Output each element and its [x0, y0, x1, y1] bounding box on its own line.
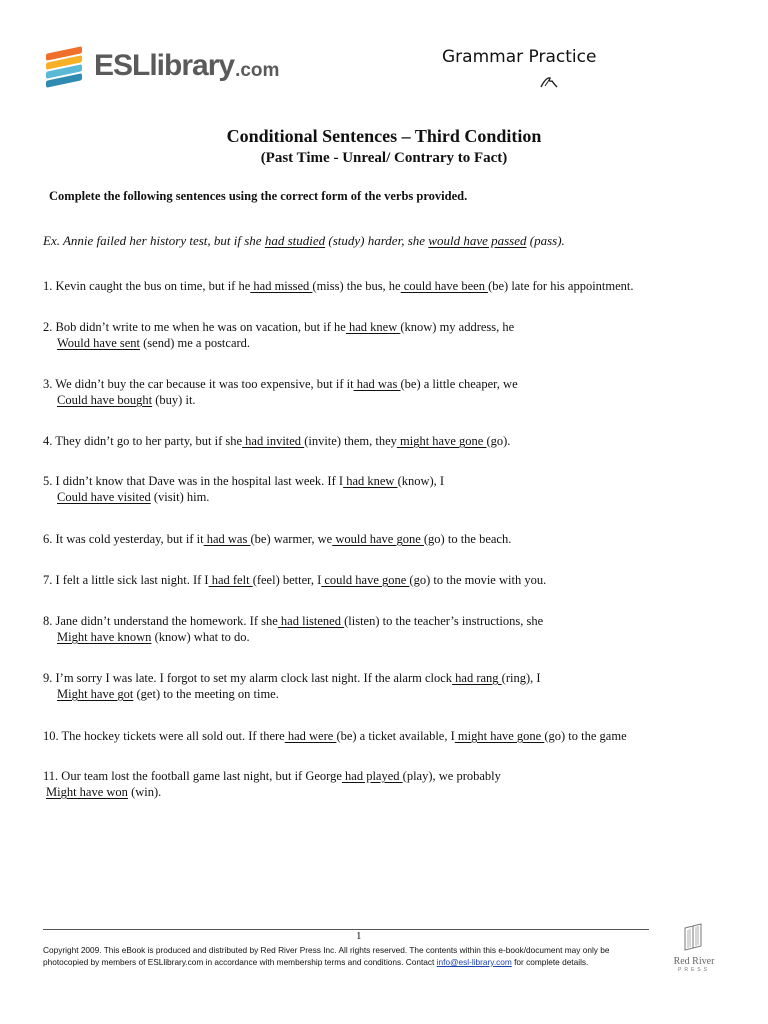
exercise-item-3: [43, 376, 518, 408]
item-text: (know) my address, he: [400, 320, 515, 334]
publisher-name: Red River: [673, 956, 715, 967]
exercise-item-8: [43, 613, 543, 645]
item-answer: had invited: [242, 434, 305, 448]
example-sentence: [43, 233, 565, 249]
quill-decoration-icon: [540, 76, 558, 88]
open-book-icon: [679, 922, 709, 952]
item-answer: could have been: [400, 279, 489, 293]
item-answer: had felt: [208, 573, 253, 587]
item-text: (win).: [127, 785, 162, 799]
footer-divider: [43, 929, 649, 930]
item-text: 1. Kevin caught the bus on time, but if he: [43, 279, 251, 293]
item-text: 11. Our team lost the football game last night, but if George: [43, 769, 342, 783]
item-text: (go).: [486, 434, 511, 448]
example-text-1: Ex. Annie failed her history test, but if she: [43, 233, 265, 248]
page-number: 1: [356, 930, 362, 942]
item-text: (listen) to the teacher’s instructions, she: [344, 614, 544, 628]
item-text: 10. The hockey tickets were all sold out. If there: [43, 729, 285, 743]
publisher-sub: PRESS: [678, 967, 710, 973]
contact-email-link[interactable]: info@esl-library.com: [436, 957, 512, 967]
item-text: 3. We didn’t buy the car because it was too expensive, but if it: [43, 377, 354, 391]
item-text: (go) to the game: [544, 729, 627, 743]
copyright-text: Copyright 2009. This eBook is produced and distributed by Red River Press Inc. All rights reserved. The contents within this e-book/document may only be photocopied by members of ESLlibrary.com in accordance with membership terms and conditions. Contact: [43, 945, 610, 967]
item-answer: Might have won: [46, 785, 128, 799]
page-title: Conditional Sentences – Third Condition: [226, 126, 542, 146]
item-text: 6. It was cold yesterday, but if it: [43, 532, 204, 546]
item-text: (be) late for his appointment.: [488, 279, 634, 293]
item-answer: had rang: [452, 671, 502, 685]
books-logo-icon: [44, 44, 88, 88]
exercise-item-2: [43, 319, 514, 351]
exercise-item-9: [43, 670, 541, 702]
example-answer-1: had studied: [264, 233, 326, 248]
logo-text: ESLlibrary: [94, 49, 235, 82]
item-text: 4. They didn’t go to her party, but if she: [43, 434, 243, 448]
item-answer: Could have visited: [57, 490, 151, 504]
item-text: (know), I: [397, 474, 445, 488]
item-answer: had knew: [343, 474, 398, 488]
copyright-notice: [43, 944, 653, 968]
item-answer: would have gone: [332, 532, 424, 546]
item-text: (go) to the movie with you.: [409, 573, 547, 587]
item-answer: had was: [353, 377, 401, 391]
item-text: (visit) him.: [150, 490, 210, 504]
exercise-item-4: [43, 433, 510, 449]
exercise-item-11: [43, 768, 501, 800]
exercise-item-10: [43, 728, 627, 744]
item-text: (ring), I: [501, 671, 541, 685]
item-text: 8. Jane didn’t understand the homework. If she: [43, 614, 278, 628]
item-answer: Could have bought: [57, 393, 153, 407]
title-block: [0, 125, 768, 168]
item-answer: Might have got: [57, 687, 134, 701]
item-text: (send) me a postcard.: [140, 336, 251, 350]
red-river-press-logo: [666, 922, 722, 976]
exercise-item-5: [43, 473, 444, 505]
section-label: Grammar Practice: [442, 47, 597, 67]
item-answer: had was: [203, 532, 251, 546]
copyright-text-end: for complete details.: [511, 957, 589, 967]
item-text: (be) a ticket available, I: [336, 729, 455, 743]
item-text: (know) what to do.: [151, 630, 250, 644]
item-text: (go) to the beach.: [423, 532, 512, 546]
item-text: (be) warmer, we: [250, 532, 333, 546]
item-text: 9. I’m sorry I was late. I forgot to set my alarm clock last night. If the alarm clock: [43, 671, 453, 685]
exercise-item-1: [43, 278, 634, 294]
item-answer: might have gone: [396, 434, 487, 448]
item-answer: had were: [284, 729, 337, 743]
item-answer: might have gone: [454, 729, 545, 743]
page-subtitle: (Past Time - Unreal/ Contrary to Fact): [260, 150, 508, 166]
item-answer: had listened: [277, 614, 345, 628]
logo-suffix: .com: [235, 60, 280, 81]
instructions: Complete the following sentences using the correct form of the verbs provided.: [49, 189, 468, 203]
item-text: 7. I felt a little sick last night. If I: [43, 573, 209, 587]
item-answer: had missed: [250, 279, 313, 293]
example-text-2: (study) harder, she: [325, 233, 429, 248]
item-text: (invite) them, they: [304, 434, 397, 448]
item-text: (miss) the bus, he: [312, 279, 401, 293]
item-answer: had knew: [345, 320, 401, 334]
item-text: (feel) better, I: [252, 573, 322, 587]
item-answer: had played: [341, 769, 403, 783]
exercise-item-7: [43, 572, 546, 588]
example-answer-2: would have passed: [428, 233, 527, 248]
item-answer: Would have sent: [57, 336, 141, 350]
item-text: (be) a little cheaper, we: [400, 377, 518, 391]
item-answer: Might have known: [57, 630, 152, 644]
item-text: 2. Bob didn’t write to me when he was on vacation, but if he: [43, 320, 346, 334]
item-text: (get) to the meeting on time.: [133, 687, 279, 701]
example-text-3: (pass).: [526, 233, 565, 248]
item-text: 5. I didn’t know that Dave was in the hospital last week. If I: [43, 474, 344, 488]
page-header: [0, 0, 768, 110]
esl-library-logo[interactable]: [44, 44, 279, 88]
item-answer: could have gone: [321, 573, 410, 587]
item-text: (play), we probably: [402, 769, 501, 783]
item-text: (buy) it.: [152, 393, 196, 407]
exercise-item-6: [43, 531, 511, 547]
